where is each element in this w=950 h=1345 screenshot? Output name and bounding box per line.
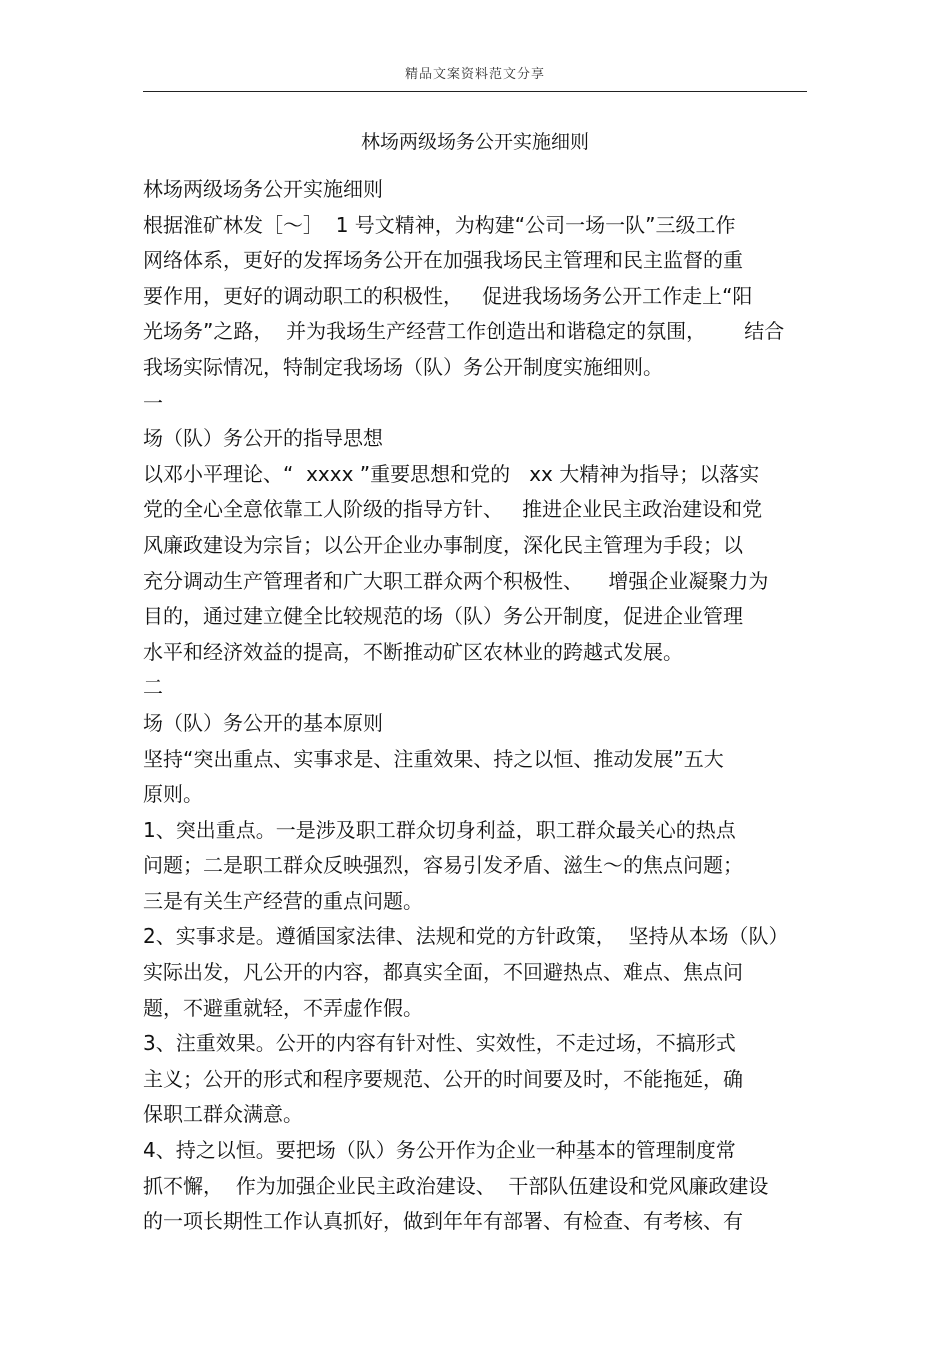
text-line: 网络体系，更好的发挥场务公开在加强我场民主管理和民主监督的重 xyxy=(143,248,743,273)
text-line: 主义；公开的形式和程序要规范、公开的时间要及时，不能拖延，确 xyxy=(143,1066,743,1091)
text-line: 三是有关生产经营的重点问题。 xyxy=(143,888,423,913)
text-line: 4、持之以恒。要把场（队）务公开作为企业一种基本的管理制度常 xyxy=(143,1138,736,1163)
section-heading: 场（队）务公开的基本原则 xyxy=(143,710,383,735)
text-line: 题，不避重就轻，不弄虚作假。 xyxy=(143,995,423,1020)
text-line: 保职工群众满意。 xyxy=(143,1102,303,1127)
text-line: 抓不懈， 作为加强企业民主政治建设、 干部队伍建设和党风廉政建设 xyxy=(143,1173,769,1198)
text-line: 2、实事求是。遵循国家法律、法规和党的方针政策， 坚持从本场（队） xyxy=(143,924,789,949)
document-title: 林场两级场务公开实施细则 xyxy=(360,131,589,153)
header-rule xyxy=(143,91,807,92)
section-number: 一 xyxy=(143,390,163,415)
text-line: 要作用，更好的调动职工的积极性， 促进我场场务公开工作走上“阳 xyxy=(143,283,753,308)
text-line: 根据淮矿林发［〜］ 1 号文精神，为构建“公司一场一队”三级工作 xyxy=(143,212,736,237)
text-line: 党的全心全意依靠工人阶级的指导方针、 推进企业民主政治建设和党 xyxy=(143,497,763,522)
text-line: 原则。 xyxy=(143,782,203,807)
text-line: 光场务”之路， 并为我场生产经营工作创造出和谐稳定的氛围， 结合 xyxy=(143,319,785,344)
section-number: 二 xyxy=(143,675,163,700)
text-line: 问题；二是职工群众反映强烈，容易引发矛盾、滋生〜的焦点问题； xyxy=(143,853,743,878)
text-line: 目的，通过建立健全比较规范的场（队）务公开制度，促进企业管理 xyxy=(143,604,743,629)
text-line: 的一项长期性工作认真抓好，做到年年有部署、有检查、有考核、有 xyxy=(143,1209,743,1234)
page-header: 精品文案资料范文分享 xyxy=(404,67,545,82)
text-line: 水平和经济效益的提高，不断推动矿区农林业的跨越式发展。 xyxy=(143,639,683,664)
text-line: 我场实际情况，特制定我场场（队）务公开制度实施细则。 xyxy=(143,354,663,379)
text-line: 1、突出重点。一是涉及职工群众切身利益，职工群众最关心的热点 xyxy=(143,817,736,842)
section-heading: 场（队）务公开的指导思想 xyxy=(143,426,383,451)
text-line: 风廉政建设为宗旨；以公开企业办事制度，深化民主管理为手段；以 xyxy=(143,532,743,557)
text-line: 充分调动生产管理者和广大职工群众两个积极性、 增强企业凝聚力为 xyxy=(143,568,769,593)
text-line: 坚持“突出重点、实事求是、注重效果、持之以恒、推动发展”五大 xyxy=(143,746,724,771)
text-line: 林场两级场务公开实施细则 xyxy=(143,177,383,201)
text-line: 以邓小平理论、“ xxxx ”重要思想和党的 xx 大精神为指导；以落实 xyxy=(143,461,760,486)
text-line: 实际出发，凡公开的内容，都真实全面，不回避热点、难点、焦点问 xyxy=(143,960,743,985)
document-body xyxy=(143,172,843,1240)
text-line: 3、注重效果。公开的内容有针对性、实效性，不走过场，不搞形式 xyxy=(143,1031,736,1056)
